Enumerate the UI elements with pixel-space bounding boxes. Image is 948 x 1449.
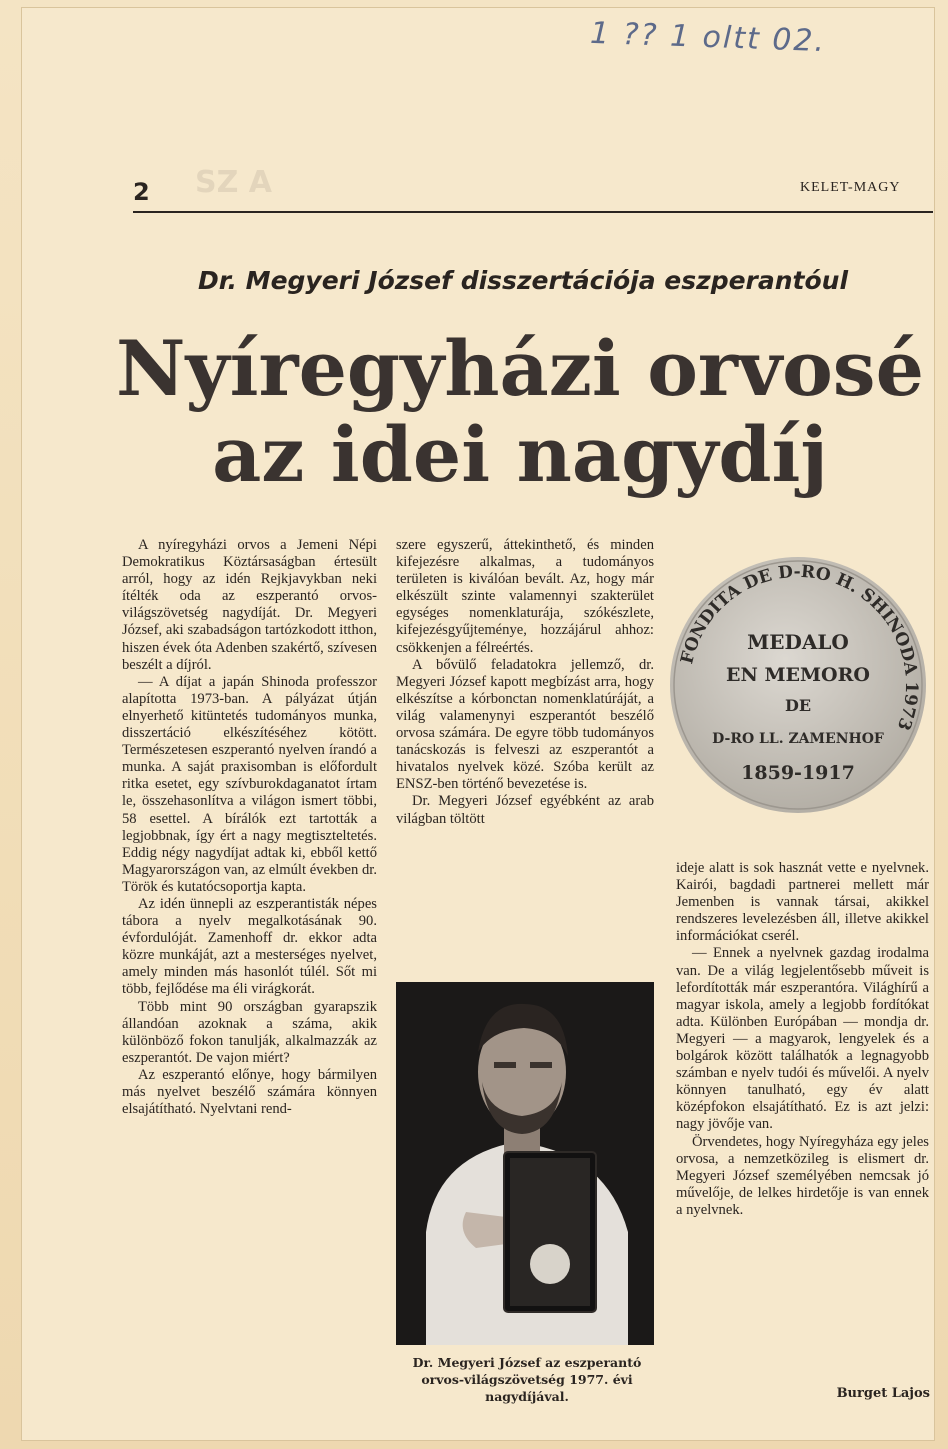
paragraph: A nyíregyházi orvos a Jemeni Népi Demokratikus Köztársaságban értesült arról, hogy az idén Rejkjavykban neki ítélték oda az eszperantó orvos-világszövetség nagydíját. Dr. Megyeri József, aki szabadságon tartózkodott itthon, hiszen évek óta Adenben szakértő, szívesen beszélt a díjról. xyxy=(122,537,377,673)
medal-line-2: EN MEMORO xyxy=(726,664,870,686)
article-column-3 xyxy=(676,860,929,1219)
paragraph: — Ennek a nyelvnek gazdag irodalma van. De a világ legjelentősebb műveit is lefordították már eszperantóra. Világhírű a magyar iskola, amely a legjobb fordítókat adta. Különben Európában — mondja dr. Megyeri — a magyarok, lengyelek és a bolgárok között találhatók a legnagyobb számban e nyelv tudói és művelői. A nyelv könnyen tanulható, egy év alatt középfokon elsajátítható. Ez is azt jelzi: nagy jövője van. xyxy=(676,945,929,1133)
medal-line-3: DE xyxy=(784,696,812,715)
paragraph: — A díjat a japán Shinoda professzor alapította 1973-ban. A pályázat útján elnyerhető kitüntetés tudományos munka, disszertáció elkészítéséhez kötött. Természetesen eszperantó nyelven írandó a munka. A saját praxisomban is előfordult ritka esetet, egy szívburokdaganatot írtam le, összehasonlítva a világon ismert többi, 58 esettel. A bírálók ezt tartották a legjobbnak, így ért a nagy megtiszteltetés. Eddig négy nagydíjat adtak ki, ebből kettő Magyarországon van, az elmúlt években dr. Török és kutatócsoportja kapta. xyxy=(122,673,377,895)
paragraph: A bővülő feladatokra jellemző, dr. Megyeri József kapott megbízást arra, hogy elkészítse a kórbonctan nomenklatúráját, a világ valamenynyi eszperantót beszélő orvosa számára. De egyre több tudományos tanácskozás is felveszi az eszperantót a hivatalos nyelvek közé. Szóba került az ENSZ-ben történő bevezetése is. xyxy=(396,656,654,793)
paragraph: Örvendetes, hogy Nyíregyháza egy jeles orvosa, a nemzetközileg is elismert dr. Megyeri József személyében nemcsak jó művelője, de lelkes hirdetője is van ennek a nyelvnek. xyxy=(676,1133,929,1218)
paragraph: Több mint 90 országban gyarapszik állandóan azoknak a száma, akik különböző fokon tanulják, alkalmazzák az eszperantót. De vajon miért? xyxy=(122,998,377,1066)
headline-line-2: az idei nagydíj xyxy=(212,410,828,499)
medal-ring-text: FONDITA DE D-RO H. SHINODA 1973 xyxy=(677,561,922,733)
paragraph: Az eszperantó előnye, hogy bármilyen más nyelvet beszélő számára könnyen elsajátítható. Nyelvtani rend- xyxy=(122,1066,377,1118)
medal-in-case xyxy=(530,1244,570,1284)
headline-line-1: Nyíregyházi orvosé xyxy=(116,324,924,413)
portrait-drawing xyxy=(396,982,654,1345)
newspaper-name: KELET-MAGY xyxy=(800,180,901,195)
article-kicker: Dr. Megyeri József disszertációja eszperantóul xyxy=(197,266,849,295)
paragraph: Az idén ünnepli az eszperantisták népes tábora a nyelv megalkotásának 90. évfordulóját. Zamenhoff dr. ekkor adta közre munkáját, azt a mesterséges nyelvet, amely minden más hasonlót túlél. Sőt mi több, fejlődése ma éli virágkorát. xyxy=(122,895,377,998)
photo-caption: Dr. Megyeri József az eszperantó orvos-világszövetség 1977. évi nagydíjával. xyxy=(412,1355,642,1404)
paragraph: ideje alatt is sok hasznát vette e nyelvnek. Kairói, bagdadi partnerei mellett már Jemenben is vannak társai, akikkel rendszeres levelezésben áll, illetve akikkel információkat cserél. xyxy=(676,860,929,945)
medal-illustration xyxy=(666,553,930,817)
handwritten-date: 1 ?? 1 oltt 02. xyxy=(589,15,827,60)
medal-line-1: MEDALO xyxy=(747,630,849,654)
bleed-through-text: SZ A xyxy=(195,165,273,200)
paragraph: szere egyszerű, áttekinthető, és minden kifejezésre alkalmas, a tudományos területen is kiválóan bevált. Az, hogy már elkészült szinte valamennyi szakterület egységes nomenklaturája, szókészlete, kifejezésgyűjteménye, hozzájárul ahhoz: csökkenjen a félreértés. xyxy=(396,537,654,656)
byline: Burget Lajos xyxy=(836,1386,930,1401)
article-column-2 xyxy=(396,537,654,828)
header-rule xyxy=(133,211,933,213)
paragraph: Dr. Megyeri József egyébként az arab világban töltött xyxy=(396,793,654,827)
medal-line-5: 1859-1917 xyxy=(741,762,855,784)
page-number: 2 xyxy=(133,178,150,206)
medal-line-4: D-RO LL. ZAMENHOF xyxy=(712,731,884,747)
portrait-photo xyxy=(396,982,654,1345)
article-headline xyxy=(110,326,930,498)
article-column-1 xyxy=(122,537,377,1118)
